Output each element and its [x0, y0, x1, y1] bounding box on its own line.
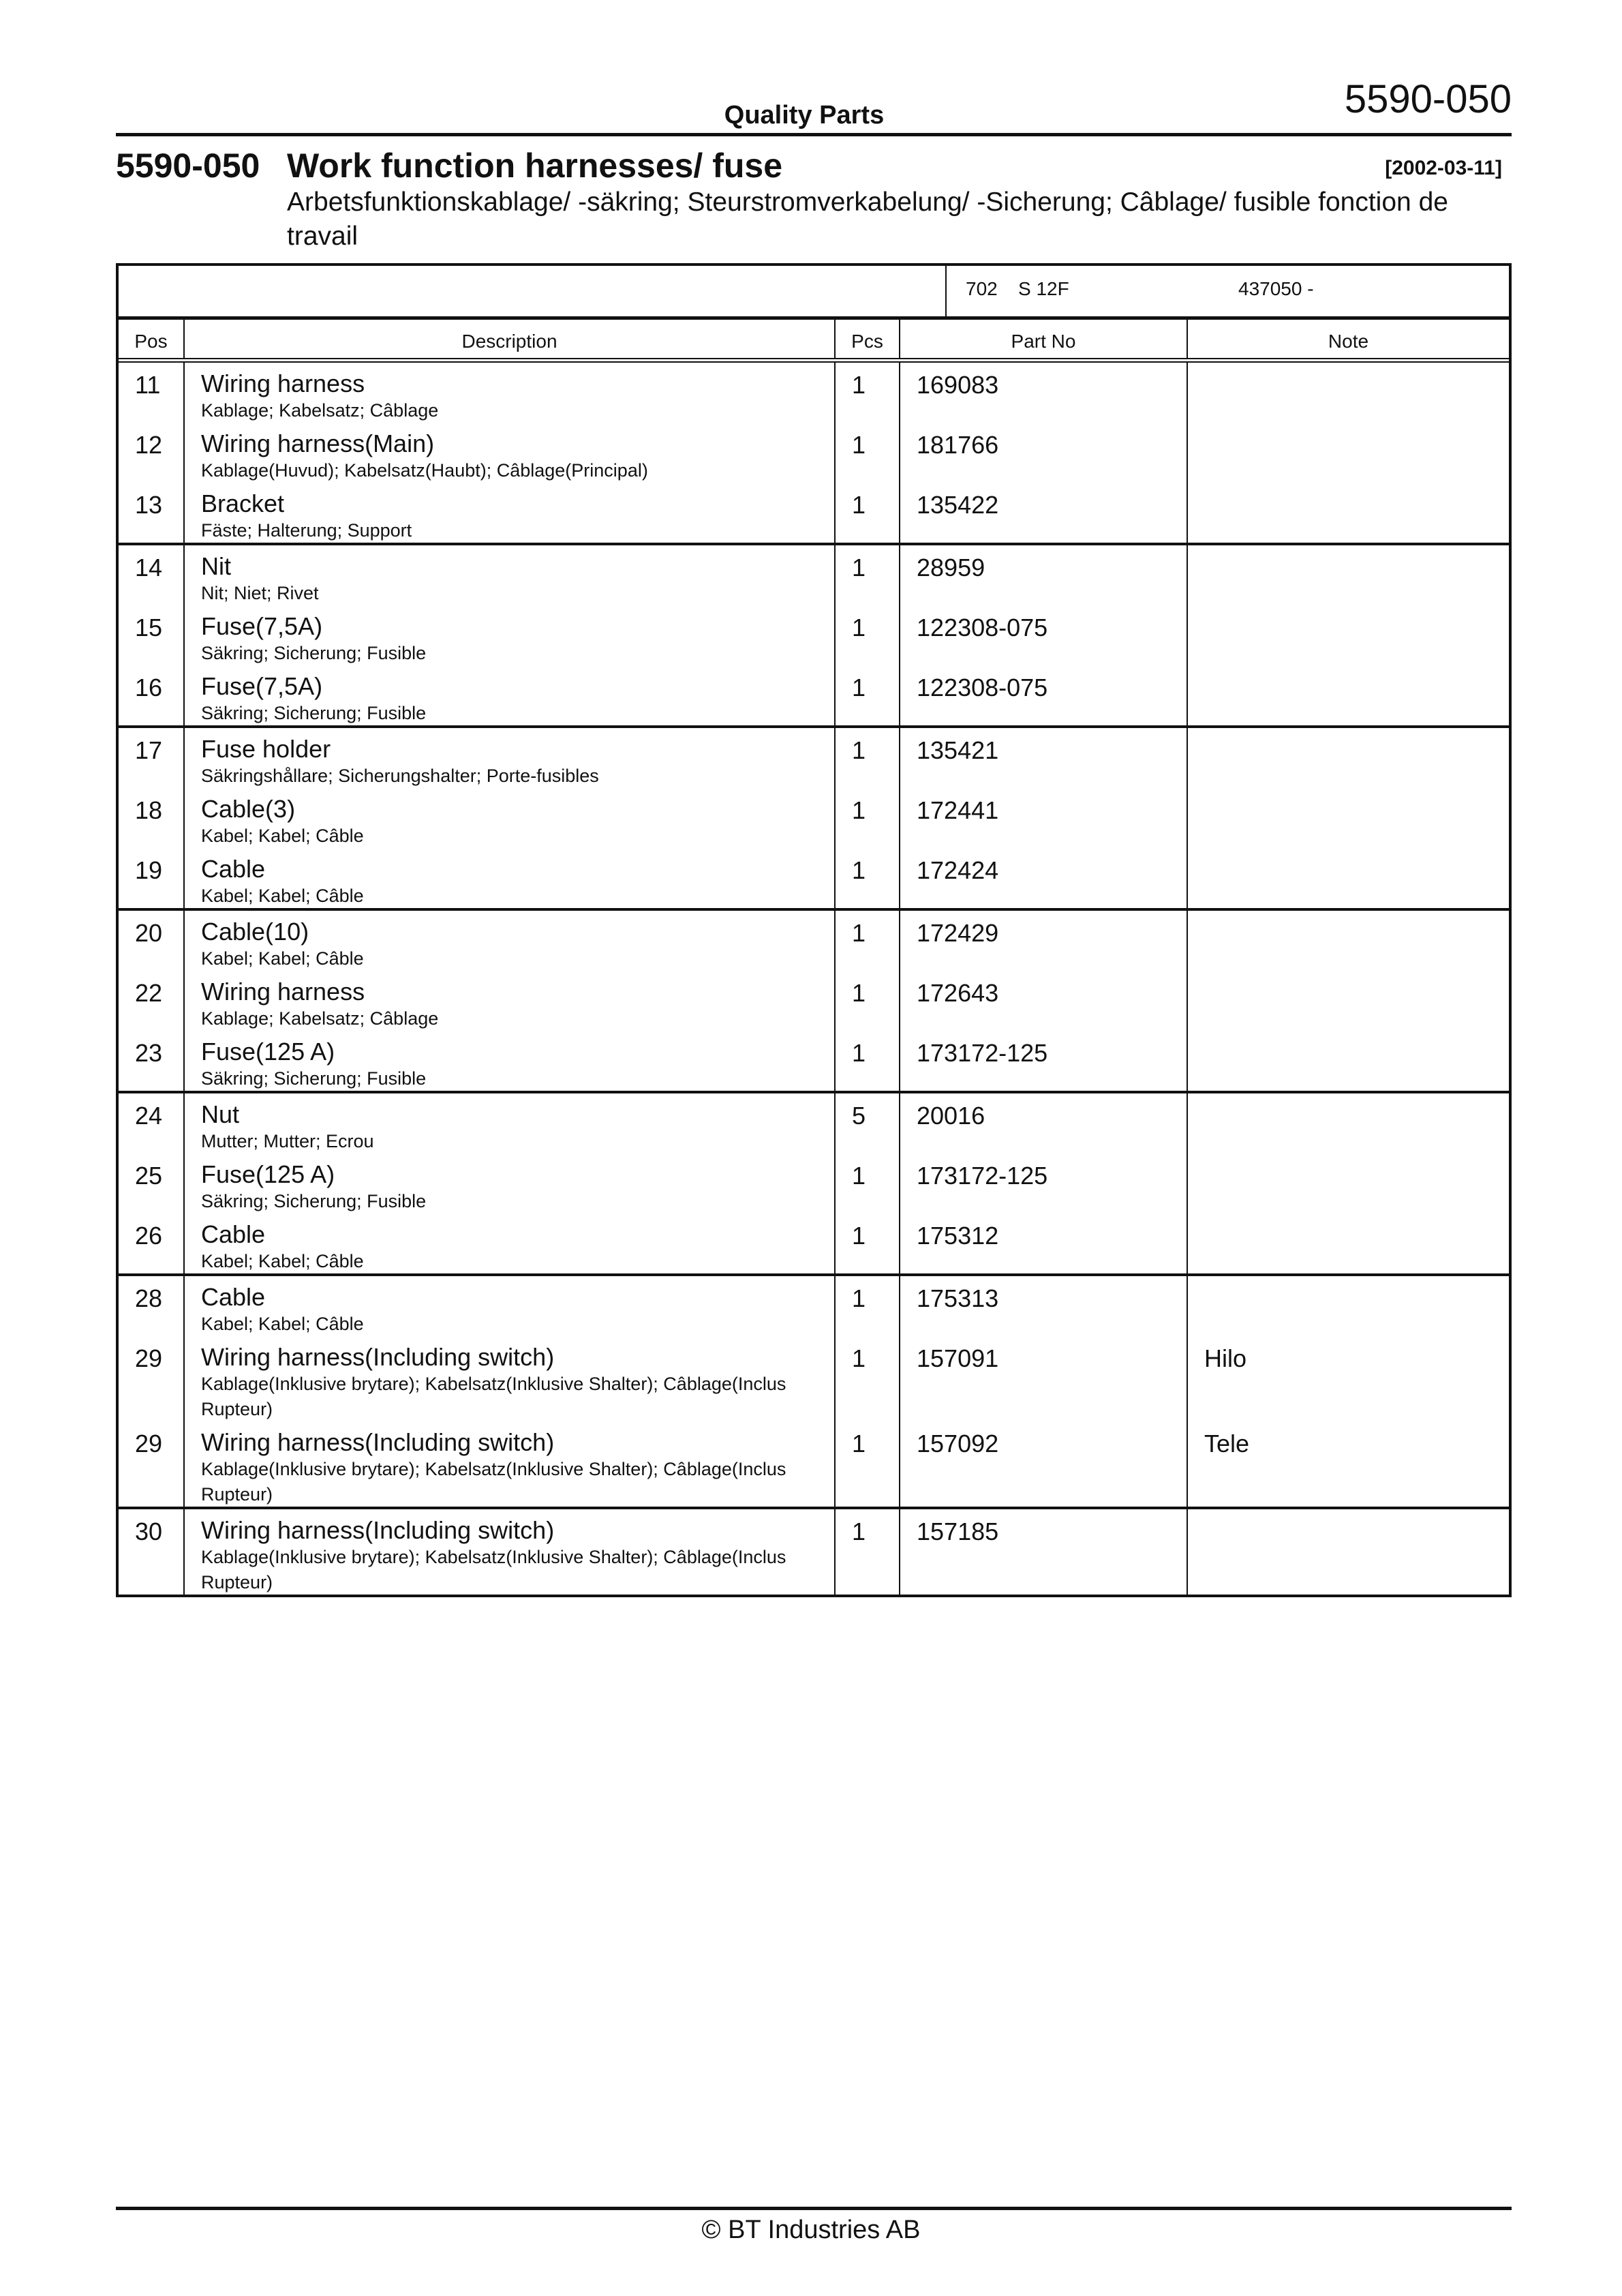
description-translations: Kablage(Huvud); Kabelsatz(Haubt); Câblage(Principal)	[201, 460, 648, 481]
table-row	[185, 1213, 834, 1273]
section-date: [2002-03-11]	[1385, 157, 1502, 179]
table-row	[836, 1153, 899, 1213]
pos-column	[119, 1276, 185, 1507]
note-column	[1188, 1093, 1509, 1273]
pcs-cell: 1	[852, 674, 866, 701]
description-translations: Kabel; Kabel; Câble	[201, 886, 364, 906]
table-row	[900, 1336, 1187, 1421]
table-row	[119, 911, 183, 971]
pcs-column	[836, 1509, 900, 1595]
note-column	[1188, 911, 1509, 1091]
table-row	[900, 363, 1187, 423]
running-title: Quality Parts	[724, 101, 885, 130]
part-no-cell: 181766	[917, 431, 999, 459]
description-cell: Wiring harness(Including switch)	[201, 1343, 555, 1371]
description-translations: Säkring; Sicherung; Fusible	[201, 703, 427, 723]
section-subtitle: Arbetsfunktionskablage/ -säkring; Steurstromverkabelung/ -Sicherung; Câblage/ fusible fonction de travail	[287, 187, 1448, 251]
pos-cell: 17	[135, 736, 163, 764]
part-no-cell: 173172-125	[917, 1039, 1048, 1067]
note-column	[1188, 1276, 1509, 1507]
table-row	[836, 788, 899, 848]
table-row	[185, 1276, 834, 1336]
pos-column	[119, 363, 185, 543]
description-translations: Kabel; Kabel; Câble	[201, 826, 364, 846]
description-translations: Kabel; Kabel; Câble	[201, 1314, 364, 1334]
table-row	[185, 728, 834, 788]
pcs-cell: 1	[852, 1162, 866, 1190]
description-cell: Cable	[201, 1220, 266, 1248]
description-cell: Wiring harness	[201, 978, 365, 1006]
description-cell: Wiring harness	[201, 369, 365, 397]
table-row	[836, 911, 899, 971]
part-no-cell: 172424	[917, 856, 999, 884]
table-row	[119, 788, 183, 848]
pos-cell: 16	[135, 674, 163, 701]
part-no-cell: 172643	[917, 979, 999, 1007]
table-row	[185, 1421, 834, 1507]
column-header-note: Note	[1328, 331, 1369, 352]
table-row	[836, 665, 899, 725]
part-no-cell: 175313	[917, 1284, 999, 1312]
table-row	[185, 911, 834, 971]
column-header-row	[119, 320, 1509, 363]
serial-range: 437050 -	[1238, 278, 1314, 299]
part-no-cell: 172429	[917, 919, 999, 947]
part-no-cell: 169083	[917, 371, 999, 399]
description-translations: Mutter; Mutter; Ecrou	[201, 1131, 374, 1151]
pcs-cell: 1	[852, 1517, 866, 1545]
parts-table	[116, 263, 1512, 1597]
pcs-cell: 5	[852, 1102, 866, 1130]
description-cell: Cable	[201, 855, 266, 883]
description-cell: Cable(10)	[201, 918, 309, 946]
table-row	[836, 1213, 899, 1273]
pcs-cell: 1	[852, 431, 866, 459]
table-row	[119, 363, 183, 423]
table-row	[836, 1336, 899, 1421]
description-cell: Wiring harness(Including switch)	[201, 1516, 555, 1544]
table-row	[900, 911, 1187, 971]
table-row	[836, 728, 899, 788]
table-row	[900, 483, 1187, 543]
table-row	[900, 545, 1187, 605]
description-cell: Fuse(7,5A)	[201, 672, 323, 700]
part-no-column	[900, 1509, 1188, 1595]
part-no-cell: 20016	[917, 1102, 985, 1130]
table-row	[900, 788, 1187, 848]
pos-cell: 20	[135, 919, 163, 947]
description-translations: Kablage; Kabelsatz; Câblage	[201, 400, 439, 421]
pos-cell: 22	[135, 979, 163, 1007]
table-row	[1188, 1153, 1509, 1213]
note-column	[1188, 1509, 1509, 1595]
model-variant: S 12F	[1018, 278, 1069, 299]
part-no-column	[900, 363, 1188, 543]
table-row	[836, 545, 899, 605]
description-translations: Kablage(Inklusive brytare); Kabelsatz(Inklusive Shalter); Câblage(Inclus Rupteur)	[201, 1459, 786, 1505]
description-cell: Cable	[201, 1283, 266, 1311]
table-row	[119, 1093, 183, 1153]
part-no-cell: 157091	[917, 1344, 999, 1372]
pos-cell: 25	[135, 1162, 163, 1190]
pos-cell: 14	[135, 554, 163, 581]
table-row-group	[119, 545, 1509, 728]
table-row	[836, 971, 899, 1031]
pos-column	[119, 728, 185, 908]
table-row	[119, 1213, 183, 1273]
part-no-column	[900, 911, 1188, 1091]
table-row	[900, 1213, 1187, 1273]
table-row-group	[119, 911, 1509, 1093]
table-row	[836, 483, 899, 543]
pcs-column	[836, 363, 900, 543]
description-column	[185, 545, 836, 725]
pcs-cell: 1	[852, 371, 866, 399]
table-row	[900, 848, 1187, 908]
pcs-cell: 1	[852, 1430, 866, 1457]
table-row	[900, 971, 1187, 1031]
description-translations: Säkring; Sicherung; Fusible	[201, 1068, 427, 1089]
table-row	[119, 665, 183, 725]
table-row	[119, 1276, 183, 1336]
info-divider	[945, 266, 947, 316]
table-row	[1188, 545, 1509, 605]
description-column	[185, 1276, 836, 1507]
pcs-cell: 1	[852, 919, 866, 947]
table-row	[1188, 483, 1509, 543]
table-row	[185, 848, 834, 908]
table-row	[900, 728, 1187, 788]
pos-cell: 13	[135, 491, 163, 519]
table-row	[119, 1336, 183, 1421]
description-column	[185, 363, 836, 543]
pos-cell: 29	[135, 1430, 163, 1457]
pos-cell: 24	[135, 1102, 163, 1130]
description-column	[185, 1509, 836, 1595]
table-row	[119, 1421, 183, 1507]
description-translations: Kablage(Inklusive brytare); Kabelsatz(Inklusive Shalter); Câblage(Inclus Rupteur)	[201, 1374, 786, 1419]
table-row	[1188, 1093, 1509, 1153]
table-row	[1188, 423, 1509, 483]
part-no-cell: 28959	[917, 554, 985, 581]
table-row	[1188, 1336, 1509, 1421]
table-row	[1188, 1213, 1509, 1273]
table-row	[836, 1276, 899, 1336]
table-row	[900, 423, 1187, 483]
table-row	[185, 605, 834, 665]
table-row	[185, 1336, 834, 1421]
note-column	[1188, 728, 1509, 908]
part-no-cell: 173172-125	[917, 1162, 1048, 1190]
part-no-cell: 122308-075	[917, 614, 1048, 641]
pcs-cell: 1	[852, 1222, 866, 1250]
table-row	[900, 1153, 1187, 1213]
table-row	[836, 1093, 899, 1153]
description-translations: Säkringshållare; Sicherungshalter; Porte-fusibles	[201, 766, 599, 786]
table-row	[1188, 788, 1509, 848]
description-cell: Nut	[201, 1100, 240, 1128]
description-translations: Kabel; Kabel; Câble	[201, 948, 364, 969]
table-row	[1188, 605, 1509, 665]
table-row-group	[119, 1093, 1509, 1276]
table-row	[900, 605, 1187, 665]
description-cell: Fuse(125 A)	[201, 1038, 335, 1066]
description-cell: Bracket	[201, 489, 285, 517]
description-cell: Fuse(7,5A)	[201, 612, 323, 640]
pcs-cell: 1	[852, 491, 866, 519]
table-row	[119, 848, 183, 908]
part-no-cell: 135421	[917, 736, 999, 764]
description-cell: Wiring harness(Main)	[201, 429, 435, 457]
table-row	[185, 971, 834, 1031]
note-cell: Tele	[1204, 1430, 1250, 1457]
pcs-column	[836, 1276, 900, 1507]
description-column	[185, 1093, 836, 1273]
pos-column	[119, 1509, 185, 1595]
column-header-description: Description	[185, 320, 836, 358]
table-row	[1188, 363, 1509, 423]
table-row-group	[119, 363, 1509, 545]
table-row	[1188, 1031, 1509, 1091]
table-row	[900, 1093, 1187, 1153]
table-row	[900, 1509, 1187, 1595]
table-row	[836, 423, 899, 483]
table-row-group	[119, 1509, 1509, 1595]
page-number: 5590-050	[1344, 77, 1512, 121]
pcs-cell: 1	[852, 1344, 866, 1372]
part-no-cell: 175312	[917, 1222, 999, 1250]
table-row	[836, 848, 899, 908]
note-column	[1188, 363, 1509, 543]
pcs-cell: 1	[852, 979, 866, 1007]
note-cell: Hilo	[1204, 1344, 1247, 1372]
description-cell: Fuse(125 A)	[201, 1160, 335, 1188]
description-cell: Nit	[201, 552, 231, 580]
note-column	[1188, 545, 1509, 725]
footer-copyright: © BT Industries AB	[701, 2216, 921, 2244]
description-column	[185, 911, 836, 1091]
description-translations: Säkring; Sicherung; Fusible	[201, 643, 427, 663]
table-row	[119, 545, 183, 605]
model-number: 702	[966, 278, 998, 299]
column-header-pos: Pos	[119, 320, 185, 358]
pcs-cell: 1	[852, 796, 866, 824]
pcs-column	[836, 911, 900, 1091]
section-code: 5590-050	[116, 147, 260, 185]
table-row	[185, 1153, 834, 1213]
table-body	[119, 363, 1509, 1595]
table-row-group	[119, 728, 1509, 911]
table-row	[185, 1093, 834, 1153]
table-row	[900, 1421, 1187, 1507]
table-row	[185, 788, 834, 848]
table-row	[185, 1509, 834, 1595]
table-row	[900, 1031, 1187, 1091]
table-row	[119, 971, 183, 1031]
part-no-cell: 135422	[917, 491, 999, 519]
table-row	[185, 363, 834, 423]
table-row	[119, 1153, 183, 1213]
pcs-cell: 1	[852, 856, 866, 884]
description-translations: Kablage(Inklusive brytare); Kabelsatz(Inklusive Shalter); Câblage(Inclus Rupteur)	[201, 1547, 786, 1592]
part-no-cell: 172441	[917, 796, 999, 824]
pcs-cell: 1	[852, 1284, 866, 1312]
table-row-group	[119, 1276, 1509, 1509]
pos-column	[119, 1093, 185, 1273]
pos-cell: 29	[135, 1344, 163, 1372]
table-row	[185, 1031, 834, 1091]
header-rule	[116, 133, 1512, 136]
pos-cell: 15	[135, 614, 163, 641]
column-header-pcs: Pcs	[836, 320, 900, 358]
table-row	[900, 1276, 1187, 1336]
description-translations: Säkring; Sicherung; Fusible	[201, 1191, 427, 1211]
pcs-column	[836, 728, 900, 908]
table-row	[836, 605, 899, 665]
table-row	[185, 545, 834, 605]
description-translations: Kablage; Kabelsatz; Câblage	[201, 1008, 439, 1029]
footer-rule	[116, 2207, 1512, 2210]
table-row	[900, 665, 1187, 725]
table-row	[185, 483, 834, 543]
pos-cell: 30	[135, 1517, 163, 1545]
pcs-column	[836, 1093, 900, 1273]
section-title: Work function harnesses/ fuse	[287, 147, 783, 185]
description-cell: Fuse holder	[201, 735, 331, 763]
pos-cell: 19	[135, 856, 163, 884]
part-no-column	[900, 1093, 1188, 1273]
pcs-cell: 1	[852, 554, 866, 581]
description-column	[185, 728, 836, 908]
part-no-column	[900, 728, 1188, 908]
description-translations: Kabel; Kabel; Câble	[201, 1251, 364, 1271]
pcs-cell: 1	[852, 614, 866, 641]
pcs-cell: 1	[852, 736, 866, 764]
table-row	[1188, 1276, 1509, 1336]
pos-cell: 12	[135, 431, 163, 459]
table-row	[119, 1509, 183, 1595]
table-info-row	[119, 266, 1509, 320]
table-row	[1188, 1509, 1509, 1595]
description-cell: Wiring harness(Including switch)	[201, 1428, 555, 1456]
table-row	[836, 363, 899, 423]
pos-cell: 23	[135, 1039, 163, 1067]
description-translations: Nit; Niet; Rivet	[201, 583, 319, 603]
part-no-column	[900, 545, 1188, 725]
description-cell: Cable(3)	[201, 795, 296, 823]
part-no-cell: 157185	[917, 1517, 999, 1545]
table-row	[185, 665, 834, 725]
table-row	[119, 1031, 183, 1091]
pos-column	[119, 545, 185, 725]
table-row	[1188, 1421, 1509, 1507]
pos-cell: 26	[135, 1222, 163, 1250]
table-row	[119, 423, 183, 483]
table-row	[836, 1421, 899, 1507]
table-row	[119, 483, 183, 543]
description-translations: Fäste; Halterung; Support	[201, 520, 412, 541]
part-no-column	[900, 1276, 1188, 1507]
table-row	[1188, 911, 1509, 971]
table-row	[836, 1509, 899, 1595]
table-row	[1188, 848, 1509, 908]
pos-cell: 18	[135, 796, 163, 824]
pcs-column	[836, 545, 900, 725]
table-row	[1188, 971, 1509, 1031]
pcs-cell: 1	[852, 1039, 866, 1067]
table-row	[1188, 728, 1509, 788]
part-no-cell: 122308-075	[917, 674, 1048, 701]
part-no-cell: 157092	[917, 1430, 999, 1457]
table-row	[1188, 665, 1509, 725]
pos-cell: 28	[135, 1284, 163, 1312]
pos-column	[119, 911, 185, 1091]
table-row	[185, 423, 834, 483]
table-row	[836, 1031, 899, 1091]
table-row	[119, 728, 183, 788]
column-header-part-no: Part No	[900, 320, 1188, 358]
table-row	[119, 605, 183, 665]
pos-cell: 11	[135, 371, 161, 399]
